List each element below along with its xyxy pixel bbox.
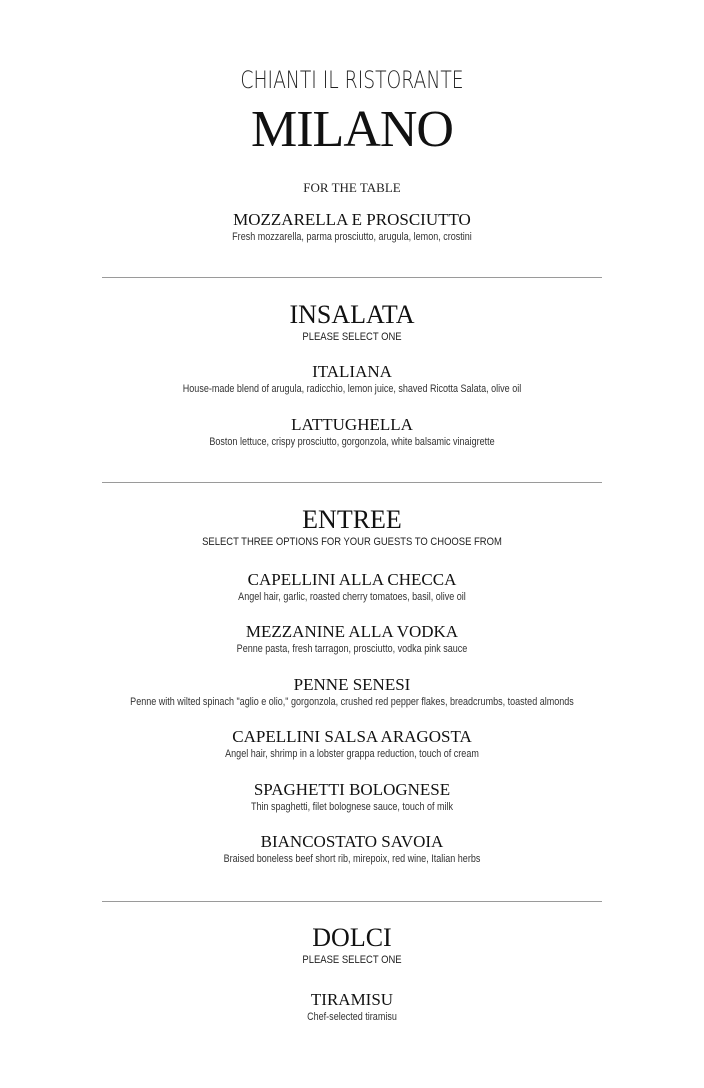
menu-item <box>0 675 704 709</box>
section-divider <box>102 901 602 902</box>
section-divider <box>102 482 602 483</box>
item-name: CAPELLINI SALSA ARAGOSTA <box>232 727 472 746</box>
menu-item <box>0 990 704 1024</box>
section-title: INSALATA <box>289 300 415 329</box>
menu-item <box>0 622 704 656</box>
section-instruction: PLEASE SELECT ONE <box>302 954 402 966</box>
item-name: SPAGHETTI BOLOGNESE <box>253 780 451 799</box>
menu-item <box>0 570 704 604</box>
menu-item <box>0 780 704 814</box>
menu-item <box>0 210 704 244</box>
section-instruction: PLEASE SELECT ONE <box>302 331 402 343</box>
menu-item <box>0 727 704 761</box>
menu-item <box>0 832 704 866</box>
section-title: DOLCI <box>312 923 392 952</box>
dolci-section-header <box>0 923 704 967</box>
item-name: ITALIANA <box>312 362 392 381</box>
section-divider <box>102 277 602 278</box>
item-name: MOZZARELLA E PROSCIUTTO <box>233 210 471 229</box>
item-name: MEZZANINE ALLA VODKA <box>245 622 459 641</box>
section-instruction: SELECT THREE OPTIONS FOR YOUR GUESTS TO CHOOSE FROM <box>202 536 502 548</box>
item-name: CAPELLINI ALLA CHECCA <box>247 570 457 589</box>
item-description: Penne pasta, fresh tarragon, prosciutto, vodka pink sauce <box>236 643 468 655</box>
item-description: Boston lettuce, crispy prosciutto, gorgonzola, white balsamic vinaigrette <box>209 436 495 448</box>
item-name: TIRAMISU <box>310 990 394 1009</box>
item-description: Angel hair, garlic, roasted cherry tomatoes, basil, olive oil <box>238 591 466 603</box>
item-description: Penne with wilted spinach "aglio e olio," gorgonzola, crushed red pepper flakes, breadcrumbs, toasted almonds <box>130 696 574 708</box>
restaurant-title: MILANO <box>251 101 453 158</box>
item-name: BIANCOSTATO SAVOIA <box>260 832 444 851</box>
item-description: Braised boneless beef short rib, mirepoix, red wine, Italian herbs <box>223 853 481 865</box>
item-description: Fresh mozzarella, parma prosciutto, arugula, lemon, crostini <box>232 231 472 243</box>
menu-item <box>0 362 704 396</box>
insalata-section-header <box>0 300 704 344</box>
item-name: PENNE SENESI <box>293 675 411 694</box>
menu-item <box>0 415 704 449</box>
entree-section-header <box>0 505 704 549</box>
item-description: Thin spaghetti, filet bolognese sauce, touch of milk <box>250 801 454 813</box>
item-name: LATTUGHELLA <box>291 415 413 434</box>
restaurant-subtitle: CHIANTI IL RISTORANTE <box>240 66 464 94</box>
section-title: ENTREE <box>302 505 402 534</box>
item-description: Chef-selected tiramisu <box>307 1011 397 1023</box>
item-description: Angel hair, shrimp in a lobster grappa reduction, touch of cream <box>225 748 479 760</box>
for-the-table-heading: FOR THE TABLE <box>303 180 401 195</box>
item-description: House-made blend of arugula, radicchio, lemon juice, shaved Ricotta Salata, olive oil <box>182 383 522 395</box>
